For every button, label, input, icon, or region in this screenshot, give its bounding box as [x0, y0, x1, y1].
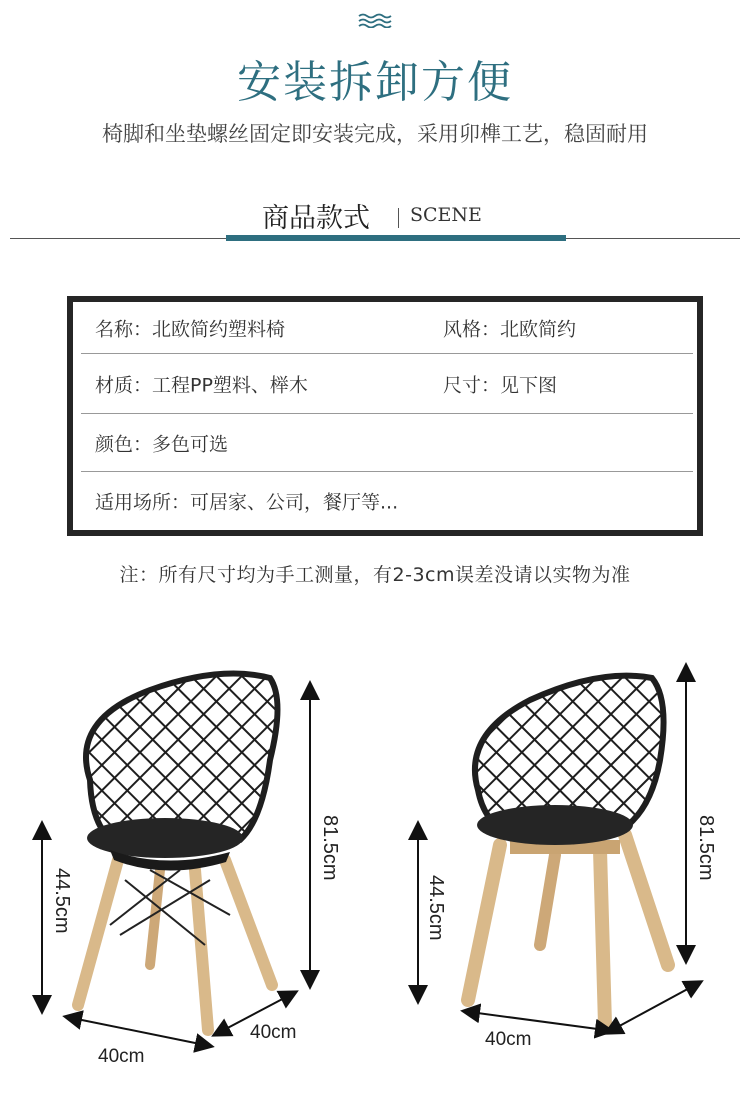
spec-color: 颜色：多色可选	[95, 433, 229, 456]
spec-row	[81, 414, 693, 472]
chair1-depth-label: 40cm	[250, 1022, 297, 1043]
spec-row	[81, 302, 693, 354]
spec-row	[81, 472, 693, 530]
page-subtitle: 椅脚和坐垫螺丝固定即安装完成，采用卯榫工艺，稳固耐用	[102, 122, 648, 146]
section-separator	[398, 208, 399, 228]
width-arrow	[72, 1018, 205, 1045]
width-arrow	[470, 1012, 605, 1030]
wave-icon	[358, 12, 392, 28]
measurement-note: 注：所有尺寸均为手工测量，有2-3cm误差没请以实物为准	[119, 564, 631, 586]
spec-name: 名称：北欧简约塑料椅	[95, 318, 286, 341]
chair2-seat-height-label: 44.5cm	[425, 875, 447, 941]
spec-usage: 适用场所：可居家、公司，餐厅等...	[95, 491, 399, 514]
chair-dimension-figure	[0, 640, 750, 1090]
page-title: 安装拆卸方便	[237, 57, 513, 108]
section-title: 商品款式	[262, 203, 370, 234]
section-title-en: SCENE	[410, 204, 482, 226]
spec-row	[81, 354, 693, 414]
chair1-width-label: 40cm	[98, 1046, 145, 1067]
chair1-height-label: 81.5cm	[319, 815, 341, 881]
spec-size: 尺寸：见下图	[443, 374, 558, 397]
chair2-width-label: 40cm	[485, 1029, 532, 1050]
spec-style: 风格：北欧简约	[443, 318, 577, 341]
chair-right	[468, 676, 668, 1025]
chair1-seat-height-label: 44.5cm	[51, 868, 73, 934]
section-accent-bar	[226, 235, 566, 241]
chair-left	[78, 674, 278, 1030]
depth-arrow	[612, 985, 695, 1030]
chair2-height-label: 81.5cm	[695, 815, 717, 881]
spec-table	[67, 296, 703, 536]
spec-material: 材质：工程PP塑料、榉木	[95, 374, 308, 397]
